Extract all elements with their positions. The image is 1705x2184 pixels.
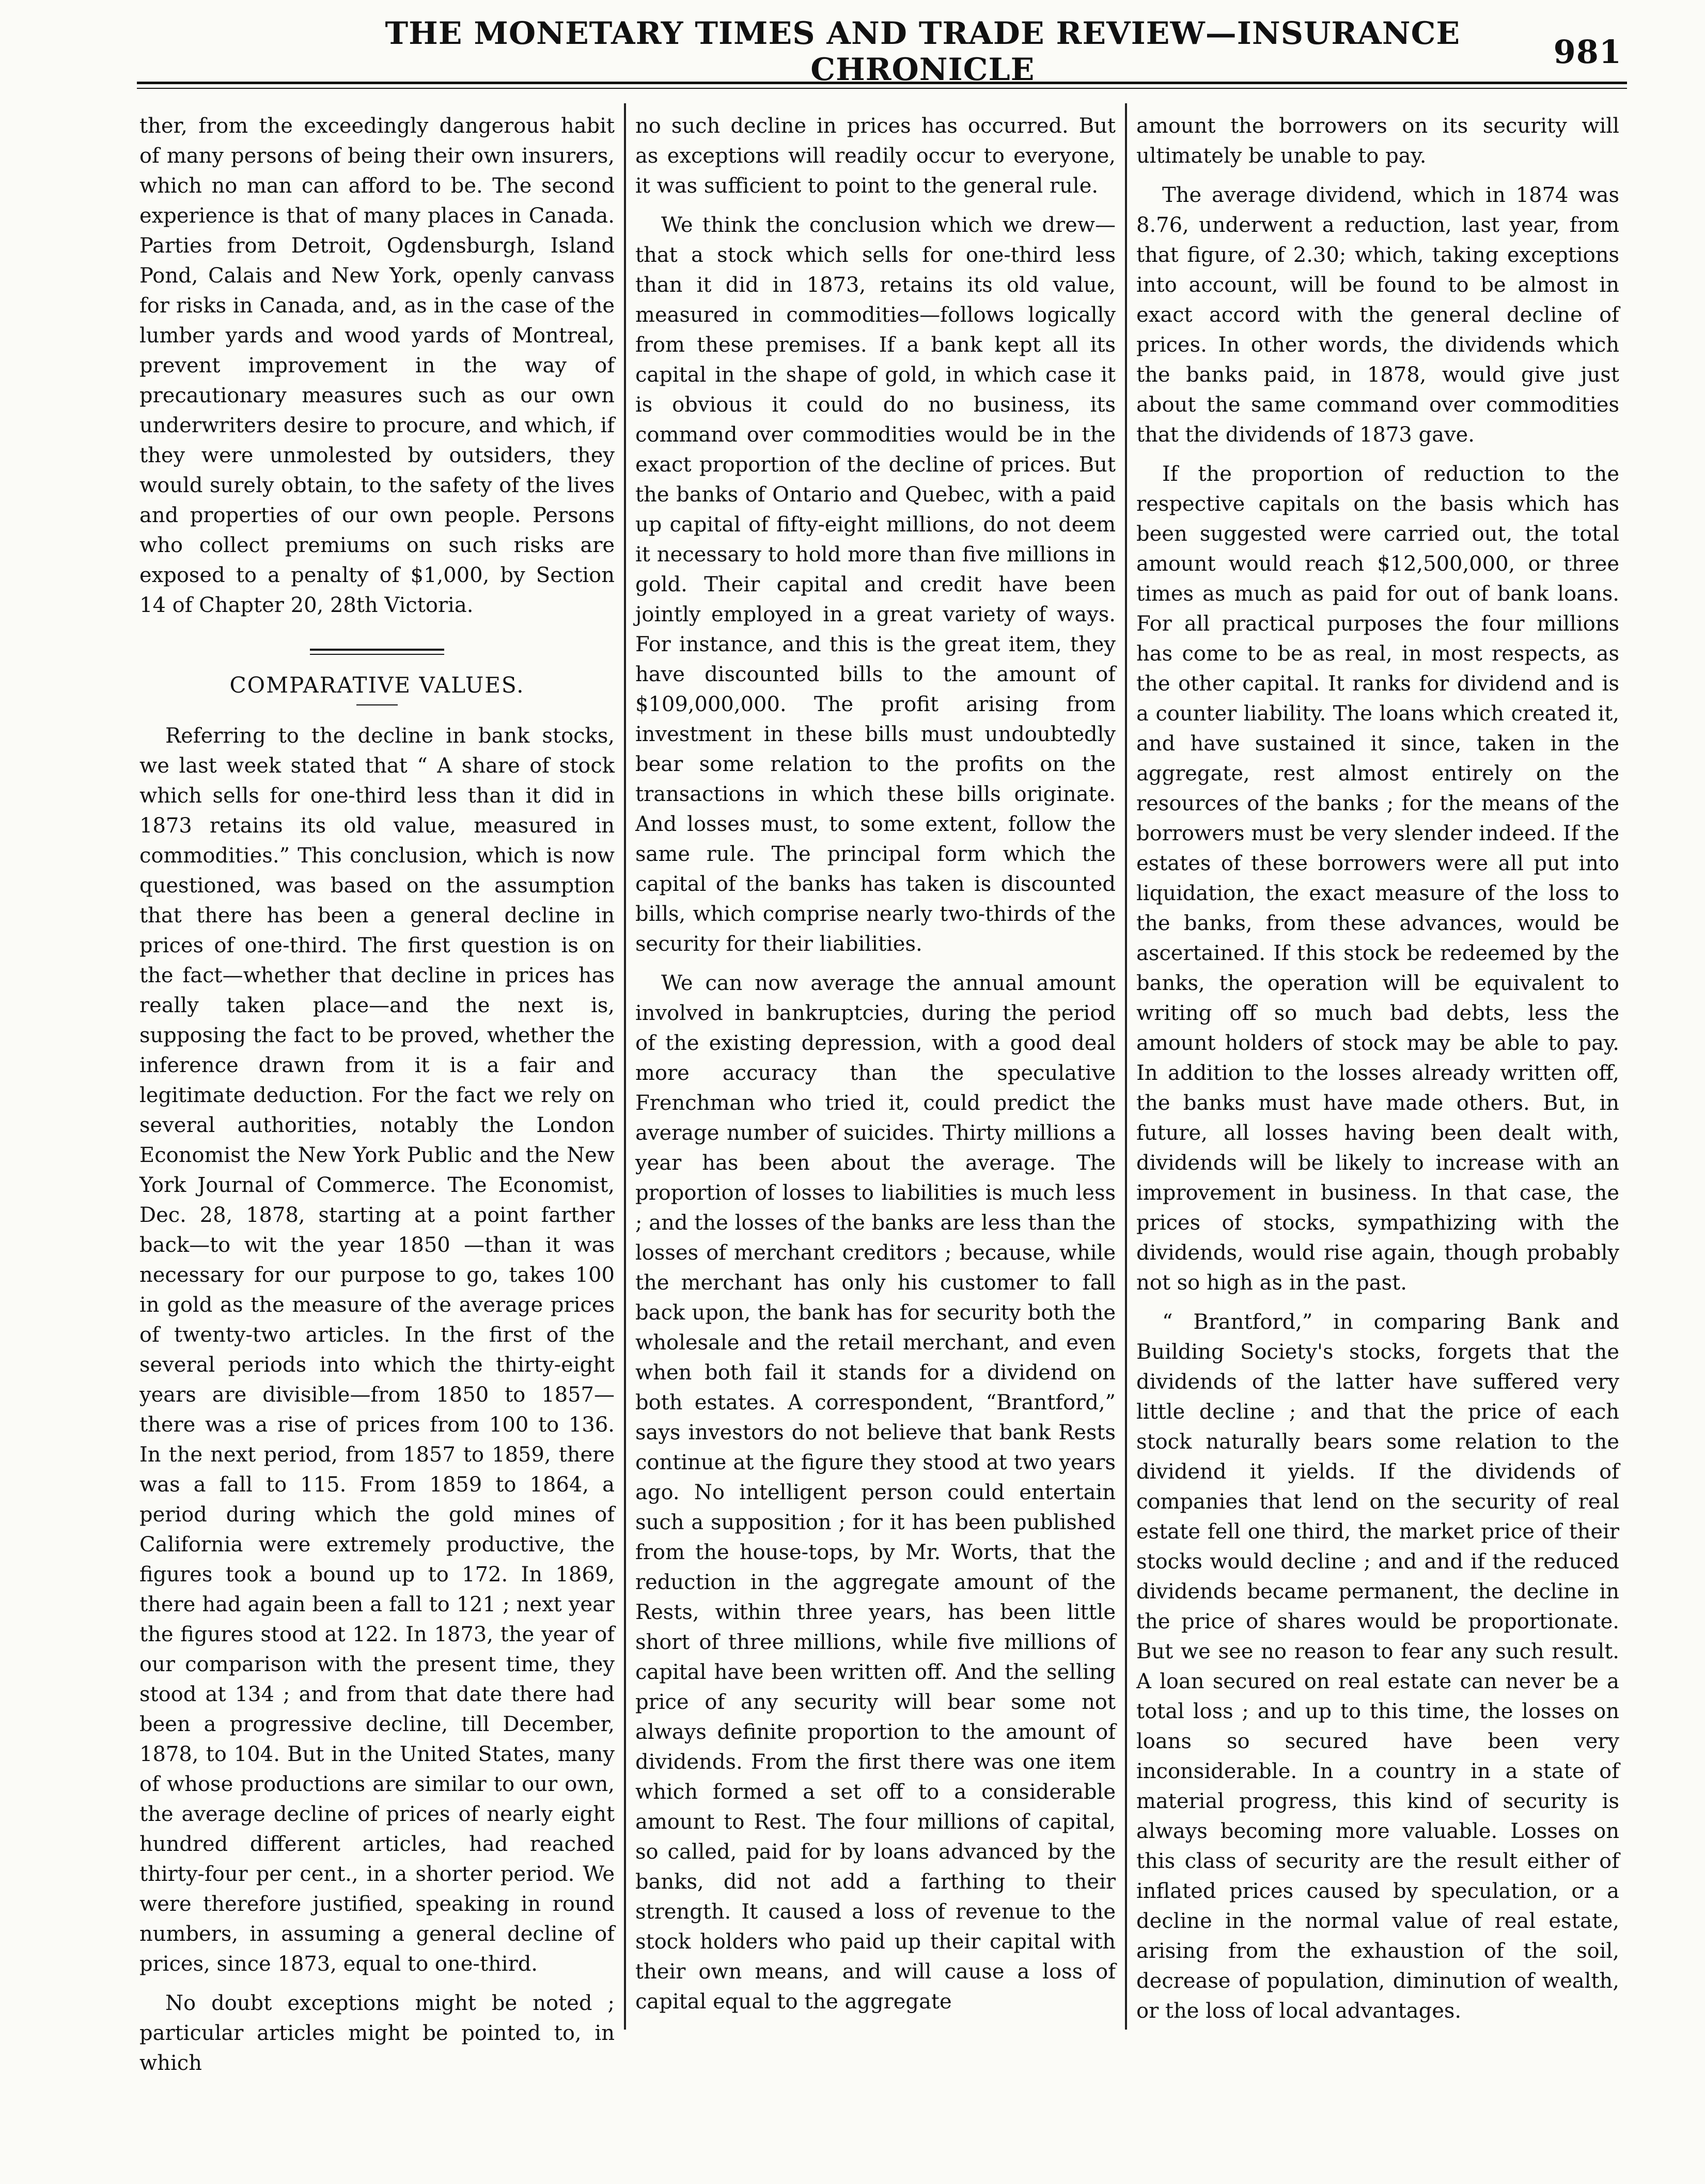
column-1: [139, 111, 615, 2087]
section-heading: COMPARATIVE VALUES.: [229, 672, 525, 698]
column-2: [635, 111, 1116, 2026]
paragraph: The average dividend, which in 1874 was 8.76, underwent a reduction, last year, from that figure, of 2.30; which, taking exceptions into account, will be found to be almost in exact accord with the general decline of prices. In other words, the dividends which the banks paid, in 1878, would give just about the same command over commodities that the dividends of 1873 gave.: [1136, 183, 1619, 447]
publication-title: THE MONETARY TIMES AND TRADE REVIEW—INSURANCE CHRONICLE: [385, 15, 1461, 88]
paragraph: If the proportion of reduction to the respective capitals on the basis which has been suggested were carried out, the total amount would reach $12,500,000, or three times as much as paid for out of bank loans. For all practical purposes the four millions has come to be as real, in most respects, as the other capital. It ranks for dividend and is a counter liability. The loans which created it, and have sustained it since, taken in the aggregate, rest almost entirely on the resources of the banks ; for the means of the borrowers must be very slender indeed. If the estates of these borrowers were all put into liquidation, the exact measure of the loss to the banks, from these advances, would be ascertained. If this stock be redeemed by the banks, the operation will be equivalent to writing off so much bad debts, less the amount holders of stock may be able to pay. In addition to the losses already written off, the banks must have made others. But, in future, all losses having been dealt with, dividends will be likely to increase with an improvement in business. In that case, the prices of stocks, sympathizing with the dividends, would rise again, though probably not so high as in the past.: [1136, 462, 1619, 1295]
column-divider: [624, 103, 626, 2030]
section-divider: [310, 649, 444, 655]
paragraph: “ Brantford,” in comparing Bank and Building Society's stocks, forgets that the dividends of the latter have suffered very little decline ; and that the price of each stock naturally bears some relation to the dividend it yields. If the dividends of companies that lend on the security of real estate fell one third, the market price of their stocks would decline ; and and if the reduced dividends became permanent, the decline in the price of shares would be proportionate. But we see no reason to fear any such result. A loan secured on real estate can never be a total loss ; and up to this time, the losses on loans so secured have been very inconsiderable. In a country in a state of material progress, this kind of security is always becoming more valuable. Losses on this class of security are the result either of inflated prices caused by speculation, or a decline in the normal value of real estate, arising from the exhaustion of the soil, decrease of population, diminution of wealth, or the loss of local advantages.: [1136, 1310, 1619, 2023]
column-divider: [1125, 103, 1127, 2030]
header-rule: [137, 82, 1627, 84]
column-3: [1136, 111, 1619, 2035]
paragraph: We can now average the annual amount involved in bankruptcies, during the period of the existing depression, with a good deal more accuracy than the speculative Frenchman who tried it, could predict the average number of suicides. Thirty millions a year has been about the average. The proportion of losses to liabilities is much less ; and the losses of the banks are less than the losses of merchant creditors ; because, while the merchant has only his customer to fall back upon, the bank has for security both the wholesale and the retail merchant, and even when both fail it stands for a dividend on both estates. A correspondent, “Brantford,” says investors do not believe that bank Rests continue at the figure they stood at two years ago. No intelligent person could entertain such a supposition ; for it has been published from the house-tops, by Mr. Worts, that the reduction in the aggregate amount of the Rests, within three years, has been little short of three millions, while five millions of capital have been written off. And the selling price of any security will bear some not always definite proportion to the amount of dividends. From the first there was one item which formed a set off to a considerable amount to Rest. The four millions of capital, so called, paid for by loans advanced by the banks, did not add a farthing to their strength. It caused a loss of revenue to the stock holders who paid up their capital with their own means, and will cause a loss of capital equal to the aggregate: [635, 971, 1116, 2014]
paragraph: amount the borrowers on its security will ultimately be unable to pay.: [1136, 114, 1619, 168]
header-rule-thin: [137, 88, 1627, 89]
page-number: 981: [1553, 33, 1622, 71]
heading-underline: [356, 704, 398, 705]
page-header: [137, 15, 1627, 88]
paragraph: Referring to the decline in bank stocks, we last week stated that “ A share of stock which sells for one-third less than it did in 1873 retains its old value, measured in commodities.” This conclusion, which is now questioned, was based on the assumption that there has been a general decline in prices of one-third. The first question is on the fact—whether that decline in prices has really taken place—and the next is, supposing the fact to be proved, whether the inference drawn from it is a fair and legitimate deduction. For the fact we rely on several authorities, notably the London Economist the New York Public and the New York Journal of Commerce. The Economist, Dec. 28, 1878, starting at a point farther back—to wit the year 1850 —than it was necessary for our purpose to go, takes 100 in gold as the measure of the average prices of twenty-two articles. In the first of the several periods into which the thirty-eight years are divisible—from 1850 to 1857—there was a rise of prices from 100 to 136. In the next period, from 1857 to 1859, there was a fall to 115. From 1859 to 1864, a period during which the gold mines of California were extremely productive, the figures took a bound up to 172. In 1869, there had again been a fall to 121 ; next year the figures stood at 122. In 1873, the year of our comparison with the present time, they stood at 134 ; and from that date there had been a progressive decline, till December, 1878, to 104. But in the United States, many of whose productions are similar to our own, the average decline of prices of nearly eight hundred different articles, had reached thirty-four per cent., in a shorter period. We were therefore justified, speaking in round numbers, in assuming a general decline of prices, since 1873, equal to one-third.: [139, 724, 615, 1976]
paragraph: ther, from the exceedingly dangerous habit of many persons of being their own insurers, which no man can afford to be. The second experience is that of many places in Canada. Parties from Detroit, Ogdensburgh, Island Pond, Calais and New York, openly canvass for risks in Canada, and, as in the case of the lumber yards and wood yards of Montreal, prevent improvement in the way of precautionary measures such as our own underwriters desire to procure, and which, if they were unmolested by outsiders, they would surely obtain, to the safety of the lives and properties of our own people. Persons who collect premiums on such risks are exposed to a penalty of $1,000, by Section 14 of Chapter 20, 28th Victoria.: [139, 114, 615, 617]
paragraph: No doubt exceptions might be noted ; particular articles might be pointed to, in which: [139, 1991, 615, 2075]
paragraph: We think the conclusion which we drew—that a stock which sells for one-third less than it did in 1873, retains its old value, measured in commodities—follows logically from these premises. If a bank kept all its capital in the shape of gold, in which case it is obvious it could do no business, its command over commodities would be in the exact proportion of the decline of prices. But the banks of Ontario and Quebec, with a paid up capital of fifty-eight millions, do not deem it necessary to hold more than five millions in gold. Their capital and credit have been jointly employed in a great variety of ways. For instance, and this is the great item, they have discounted bills to the amount of $109,000,000. The profit arising from investment in these bills must undoubtedly bear some relation to the profits on the transactions in which these bills originate. And losses must, to some extent, follow the same rule. The principal form which the capital of the banks has taken is discounted bills, which comprise nearly two-thirds of the security for their liabilities.: [635, 213, 1116, 956]
paragraph: no such decline in prices has occurred. But as exceptions will readily occur to everyone, it was sufficient to point to the general rule.: [635, 114, 1116, 198]
